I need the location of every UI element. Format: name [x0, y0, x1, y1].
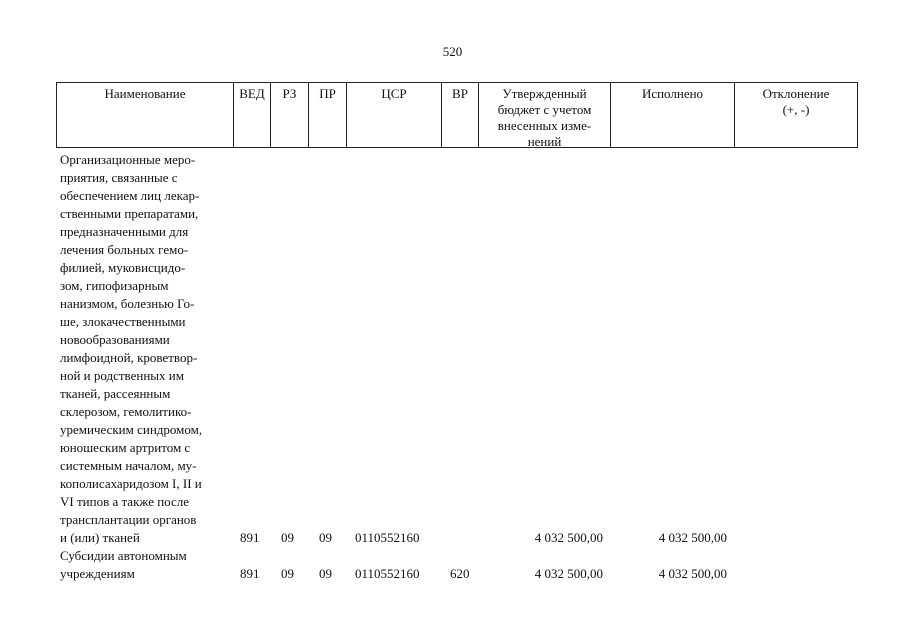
header-approved: Утвержденный бюджет с учетом внесенных изме- нений: [479, 82, 611, 148]
header-vr: ВР: [442, 82, 479, 148]
row-approved: 4 032 500,00: [534, 566, 603, 581]
header-ved: ВЕД: [234, 82, 271, 148]
row-csr: 0110552160: [355, 566, 420, 581]
row-pr: 09: [319, 566, 332, 581]
row-vr: [442, 148, 479, 547]
row-ved: 891: [240, 530, 260, 545]
row-name: Субсидии автономным учреждениям: [60, 548, 187, 581]
row-executed: 4 032 500,00: [658, 566, 727, 581]
row-vr: 620: [450, 566, 470, 581]
row-name: Организационные меро- приятия, связанные с обеспечением лиц лекар- ственными препаратами, предназначенными для лечения больных гемо- филией, муковисцидо- зом, гипофизарным нанизмом, болезнью Го- ше, злокачественными новообразованиями лимфоидной, кроветвор- ной и родственных им тканей, рассеянным склерозом, гемолитико- уремическим синдромом, юношеским артритом с системным началом, му- кополисахаридозом I, II и VI типов а также после трансплантации органов и (или) тканей: [60, 152, 203, 545]
row-executed: 4 032 500,00: [658, 530, 727, 545]
row-pr: 09: [319, 530, 332, 545]
row-ved: 891: [240, 566, 260, 581]
budget-table: [56, 82, 862, 583]
row-deviation: [735, 148, 858, 547]
row-deviation: [735, 547, 858, 583]
header-name: Наименование: [56, 82, 234, 148]
page-number: 520: [442, 44, 463, 59]
header-deviation: Отклонение (+, -): [735, 82, 858, 148]
header-pr: ПР: [309, 82, 347, 148]
header-csr: ЦСР: [347, 82, 442, 148]
row-rz: 09: [281, 566, 294, 581]
header-rz: РЗ: [271, 82, 309, 148]
row-csr: 0110552160: [355, 530, 420, 545]
row-rz: 09: [281, 530, 294, 545]
row-approved: 4 032 500,00: [534, 530, 603, 545]
header-executed: Исполнено: [611, 82, 735, 148]
